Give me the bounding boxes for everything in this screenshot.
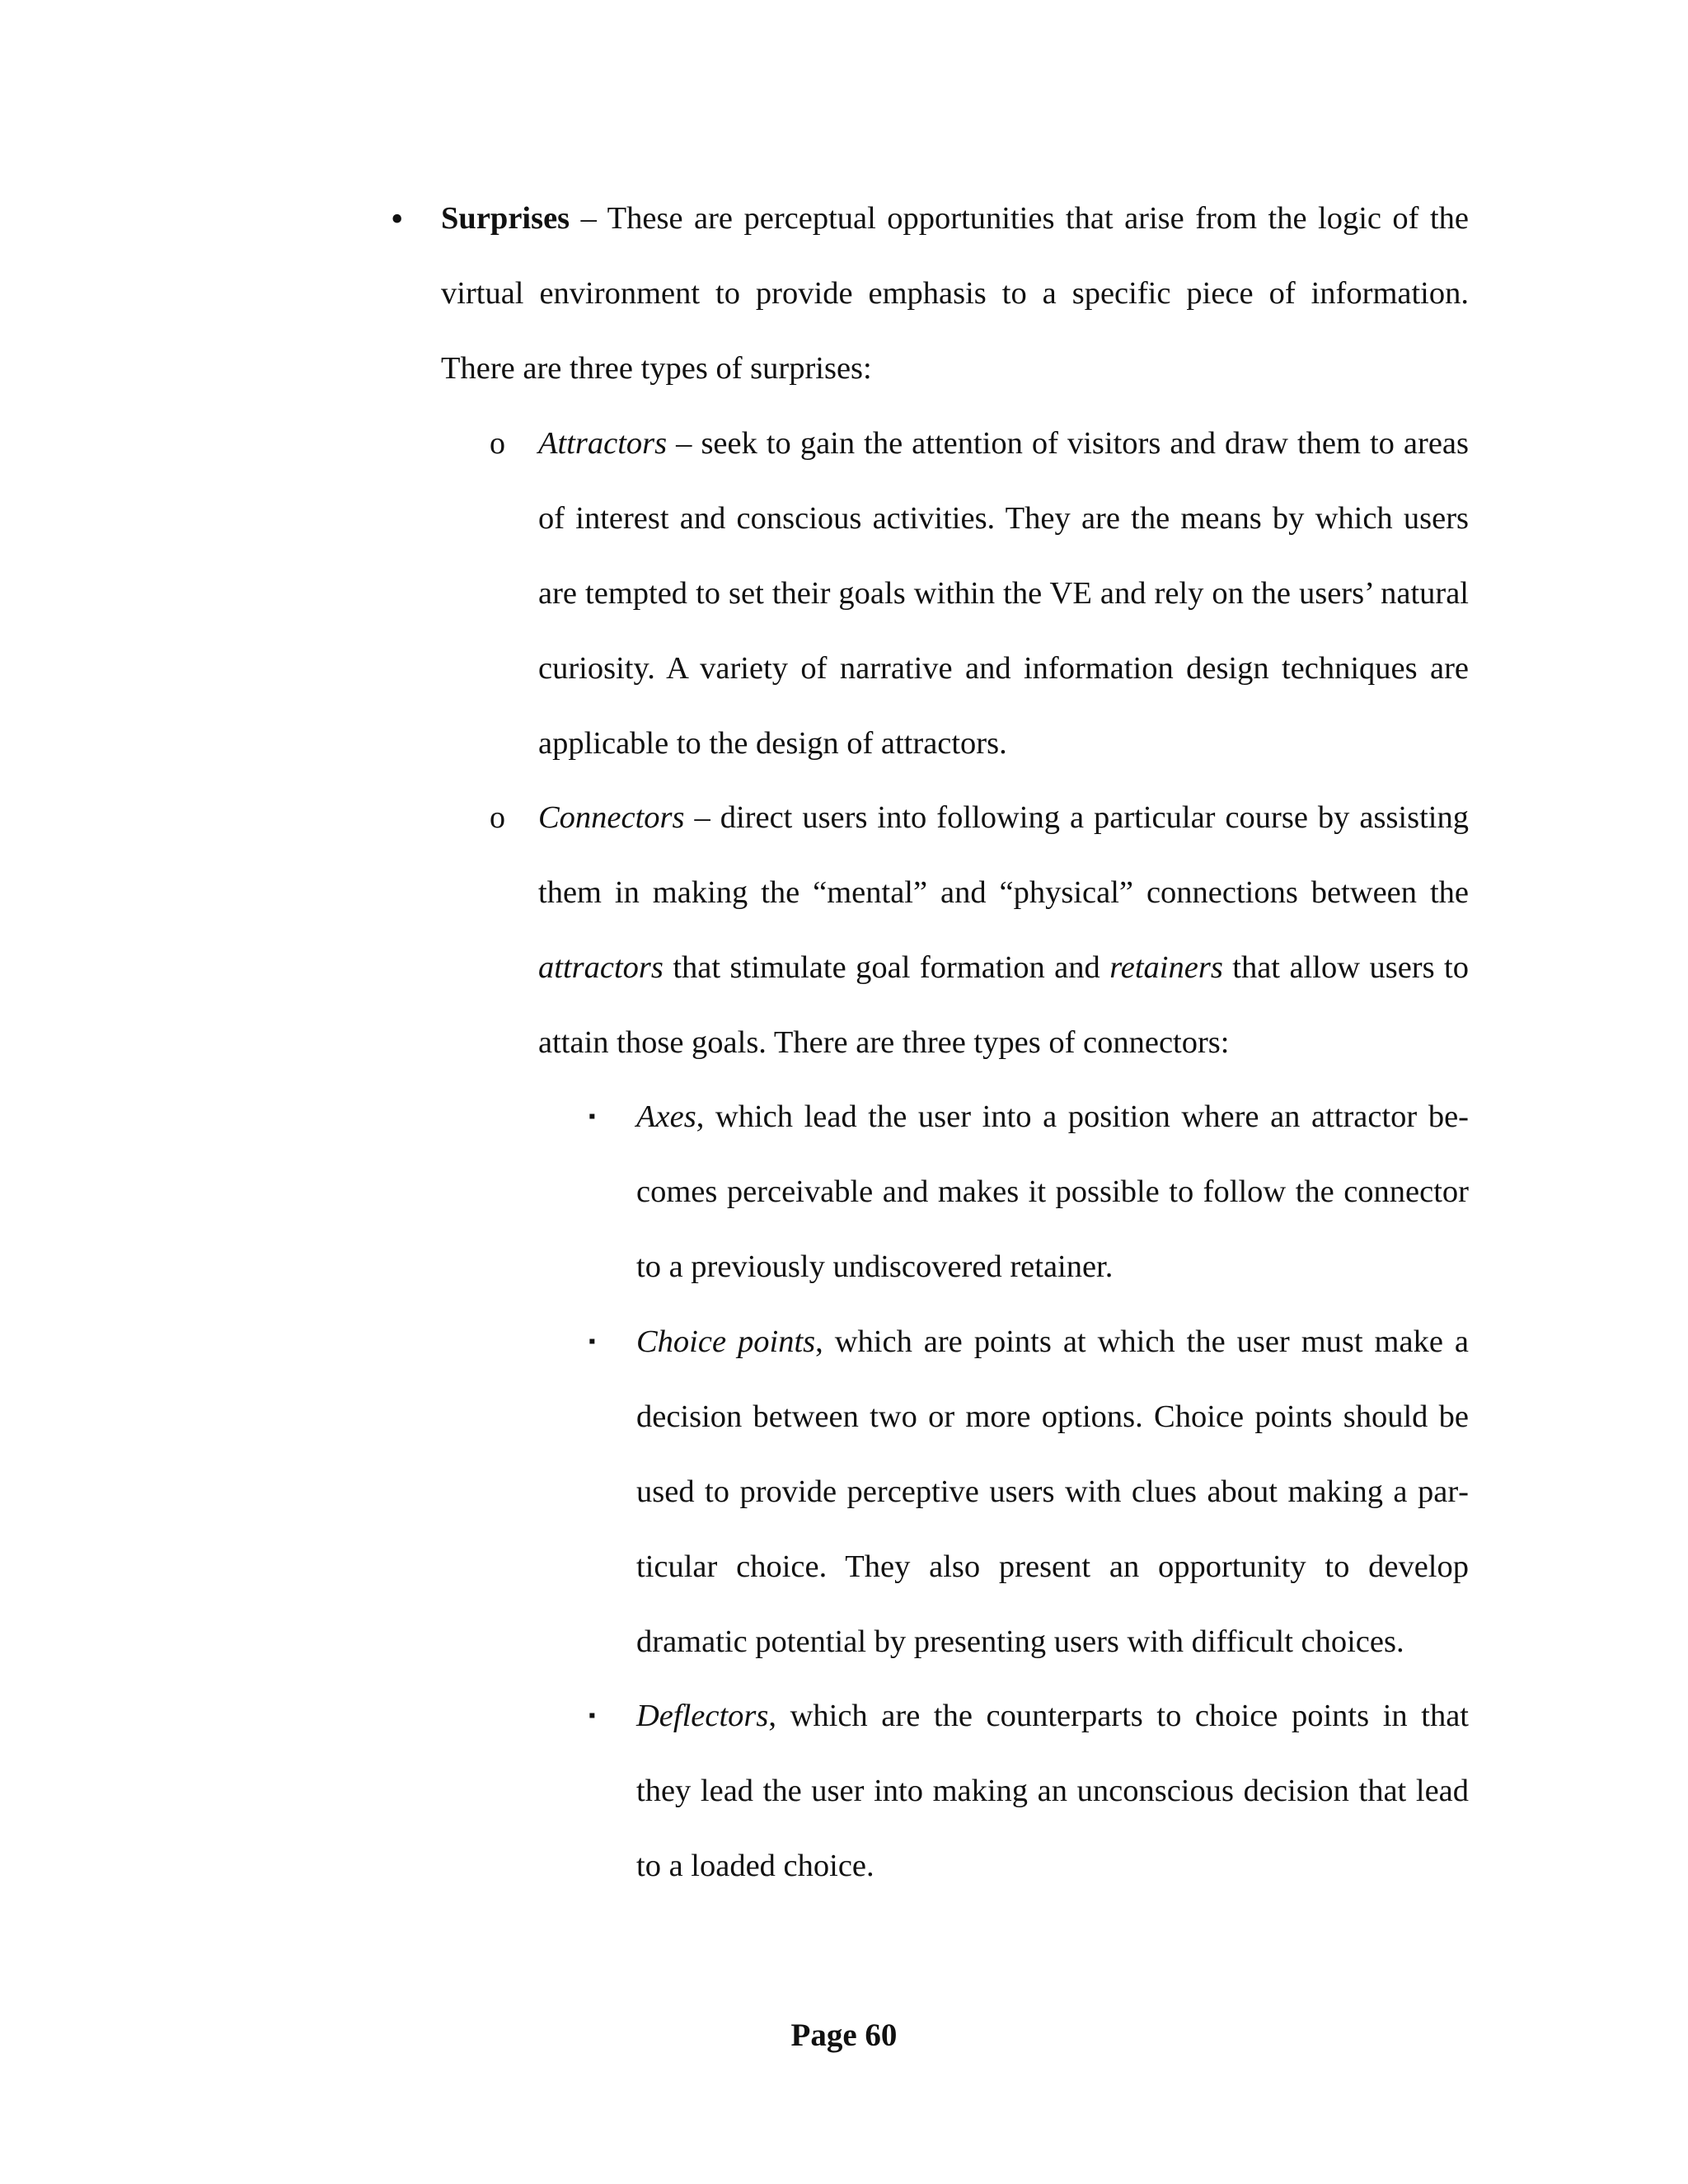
connectors-text-2: that stimulate goal formation and: [663, 950, 1110, 985]
bullet-square-icon: ▪: [588, 1106, 596, 1127]
term-axes: Axes: [636, 1099, 696, 1134]
bullet-disc-icon: •: [391, 199, 404, 239]
list-item-surprises: [441, 181, 1469, 406]
connectors-text-3: that allow users to attain those goals. There are three types of connectors:: [538, 950, 1469, 1060]
connectors-italic-attractors: attractors: [538, 950, 663, 985]
term-connectors: Connectors: [538, 800, 685, 835]
term-attractors: Attractors: [538, 426, 668, 461]
page-number: Page 60: [790, 2018, 898, 2053]
term-deflectors: Deflectors: [636, 1699, 769, 1733]
bullet-square-icon: ▪: [588, 1331, 596, 1352]
deflectors-text: , which are the counterparts to choice points in that they lead the user into making an unconscious decision that lead to a loaded choice.: [636, 1699, 1469, 1883]
bullet-square-icon: ▪: [588, 1705, 596, 1727]
term-surprises: Surprises: [441, 201, 570, 236]
axes-text: , which lead the user into a position where an attractor becomes perceivable and makes it possible to follow the connector to a previously undiscovered retainer.: [636, 1099, 1469, 1284]
list-item-axes: [636, 1080, 1469, 1305]
term-choice-points: Choice points: [636, 1324, 816, 1359]
choice-points-text: , which are points at which the user must make a decision between two or more options. Choice points should be used to provide perceptive users with clues about making a particular choice. They also present an opportunity to develop dramatic potential by presenting users with difficult choices.: [636, 1324, 1469, 1659]
bullet-circle-icon: o: [490, 800, 505, 835]
attractors-text: – seek to gain the attention of visitors and draw them to areas of interest and conscious activities. They are the means by which users are tempted to set their goals within the VE and rely on the users’ natural curiosity. A variety of narrative and information design techniques are applicable to the design of attractors.: [538, 426, 1469, 761]
surprises-text: – These are perceptual opportunities that arise from the logic of the virtual environment to provide emphasis to a specific piece of information. There are three types of surprises:: [441, 201, 1469, 386]
connectors-italic-retainers: retainers: [1109, 950, 1223, 985]
connectors-text-1: – direct users into following a particular course by assisting them in making the “mental” and “physical” connections between the: [538, 800, 1469, 910]
list-item-deflectors: [636, 1679, 1469, 1904]
list-item-choice-points: [636, 1305, 1469, 1680]
bullet-circle-icon: o: [490, 426, 505, 461]
list-item-attractors: [538, 406, 1469, 781]
list-item-connectors: [538, 780, 1469, 1080]
